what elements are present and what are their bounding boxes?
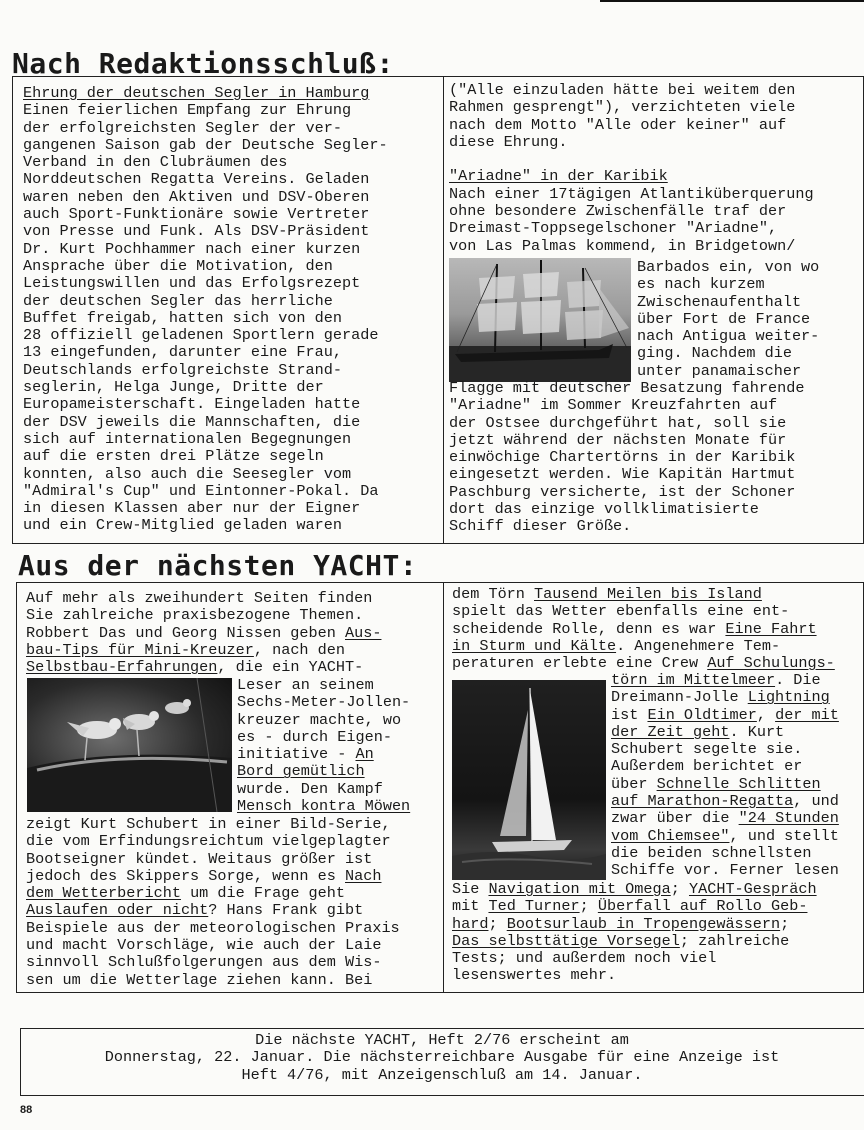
schooner-photo	[449, 258, 631, 382]
text-line	[26, 816, 400, 833]
text-line	[452, 967, 817, 984]
text-run: 28 offiziell geladenen Sportlern gerade	[23, 326, 379, 345]
text-run: lesenswertes mehr.	[452, 966, 617, 985]
preview-left-top	[26, 590, 381, 676]
text-run: ("Alle einzuladen hätte bei weitem den	[449, 81, 796, 99]
underlined-title: An	[355, 745, 374, 764]
text-line	[23, 414, 388, 431]
text-line	[23, 258, 388, 275]
text-run: diese Ehrung.	[449, 132, 568, 151]
text-line	[611, 828, 839, 845]
text-line	[452, 586, 835, 603]
text-line	[452, 898, 817, 915]
preview-right-top	[452, 586, 835, 672]
text-line	[237, 677, 410, 694]
text-line	[452, 621, 835, 638]
text-run: Norddeutschen Regatta Vereins. Geladen	[23, 170, 370, 189]
column-divider	[443, 77, 444, 543]
text-run: ,	[756, 705, 776, 724]
text-line	[237, 746, 410, 763]
text-line	[26, 590, 381, 607]
text-run: einwöchige Chartertörns in der Karibik	[449, 448, 796, 467]
text-line	[23, 448, 388, 465]
text-run: der deutschen Segler das herrliche	[23, 291, 333, 310]
text-line	[637, 345, 819, 362]
text-run: , nach den	[253, 640, 345, 659]
text-run: mit	[452, 897, 489, 916]
text-run: sen um die Wetterlage ziehen kann. Bei	[26, 970, 373, 989]
text-line	[23, 189, 388, 206]
underlined-title: "24 Stunden	[738, 809, 839, 828]
text-run: Außerdem berichtet er	[611, 757, 803, 776]
text-line	[449, 220, 814, 237]
text-run: 13 eingefunden, darunter eine Frau,	[23, 343, 342, 362]
text-line	[611, 758, 839, 775]
text-run: dort das einzige vollklimatisierte	[449, 500, 759, 519]
text-line	[611, 845, 839, 862]
underlined-title: auf Marathon-Regatta	[611, 792, 794, 811]
text-run: peraturen erlebte eine Crew	[452, 654, 708, 673]
text-line	[452, 916, 817, 933]
text-run: Schiff dieser Größe.	[449, 517, 632, 536]
text-line	[449, 134, 814, 151]
article-ehrung-continued	[449, 82, 814, 255]
text-line	[23, 293, 388, 310]
text-run: Rahmen gesprengt"), verzichteten viele	[449, 98, 796, 117]
underlined-title: Auf Schulungs-	[707, 654, 835, 673]
underlined-title: der Zeit geht	[611, 722, 730, 741]
text-run: wurde. Den Kampf	[237, 779, 383, 798]
underlined-title: Überfall auf Rollo Geb-	[597, 897, 808, 916]
text-line	[26, 937, 400, 954]
text-run: jetzt während der nächsten Monate für	[449, 430, 787, 449]
announcement-line: Donnerstag, 22. Januar. Die nächsterreichbare Ausgabe für eine Anzeige ist	[104, 1048, 780, 1067]
text-run: Dreimast-Toppsegelschoner "Ariadne",	[449, 219, 778, 238]
text-run: Ansprache über die Motivation, den	[23, 256, 333, 275]
text-run: Dr. Kurt Pochhammer nach einer kurzen	[23, 239, 361, 258]
underlined-title: YACHT-Gespräch	[688, 880, 817, 898]
text-run: Sie	[452, 880, 489, 898]
text-line	[611, 724, 839, 741]
text-run: ;	[488, 914, 507, 933]
text-line	[237, 729, 410, 746]
text-run: Dreimann-Jolle	[611, 688, 748, 707]
text-run: Barbados ein, von wo	[637, 258, 820, 276]
text-run: der DSV jeweils die Mannschaften, die	[23, 412, 361, 431]
text-run: . Angenehmere Tem-	[616, 636, 781, 655]
text-line	[637, 276, 819, 293]
text-run: auf die ersten drei Plätze segeln	[23, 447, 324, 466]
text-run: und ein Crew-Mitglied geladen waren	[23, 516, 342, 535]
text-run: Robbert Das und Georg Nissen geben	[26, 623, 345, 642]
text-run: eingesetzt werden. Wie Kapitän Hartmut	[449, 465, 796, 484]
text-run: ;	[670, 880, 689, 898]
text-run: spielt das Wetter ebenfalls eine ent-	[452, 602, 790, 621]
text-run: dem Törn	[452, 585, 535, 603]
text-line	[23, 379, 388, 396]
text-run: es nach kurzem	[637, 275, 765, 294]
text-run: die beiden schnellsten	[611, 843, 812, 862]
text-line	[23, 362, 388, 379]
text-run: nach Antigua weiter-	[637, 327, 820, 346]
text-line	[452, 881, 817, 898]
text-run: ; zahlreiche	[679, 931, 790, 950]
page-number: 88	[20, 1104, 33, 1116]
text-run: Paschburg versicherte, ist der Schoner	[449, 482, 796, 501]
text-run: Bootseigner kündet. Weitaus größer ist	[26, 849, 373, 868]
text-run: ohne besondere Zwischenfälle traf der	[449, 202, 787, 221]
text-run: Buffet freigab, hatten sich von den	[23, 308, 342, 327]
text-run: Nach einer 17tägigen Atlantiküberquerung	[449, 184, 814, 203]
underlined-title: Nach	[345, 866, 382, 885]
text-line	[452, 638, 835, 655]
text-line	[26, 851, 400, 868]
underlined-title: "Ariadne" in der Karibik	[449, 167, 668, 186]
preview-right-wrap	[611, 672, 839, 880]
text-line	[637, 294, 819, 311]
text-line	[449, 484, 804, 501]
text-line	[26, 902, 400, 919]
text-line	[637, 363, 819, 380]
underlined-title: Bord gemütlich	[237, 762, 365, 781]
text-line	[449, 82, 814, 99]
text-line	[449, 151, 814, 168]
text-run: es - durch Eigen-	[237, 727, 392, 746]
underlined-title: Mensch kontra Möwen	[237, 797, 411, 816]
announcement-line: Die nächste YACHT, Heft 2/76 erscheint am	[255, 1031, 629, 1049]
text-run: Flagge mit deutscher Besatzung fahrende	[449, 379, 805, 397]
article-ehrung	[23, 85, 388, 535]
text-run: und macht Vorschläge, wie auch der Laie	[26, 936, 382, 955]
text-run: Europameisterschaft. Eingeladen hatte	[23, 395, 361, 414]
text-line	[26, 607, 381, 624]
text-line	[449, 186, 814, 203]
text-line	[26, 642, 381, 659]
underlined-title: vom Chiemsee"	[611, 826, 730, 845]
text-run: Auf mehr als zweihundert Seiten finden	[26, 589, 373, 607]
text-line	[449, 117, 814, 134]
text-run: der Ostsee durchgeführt hat, soll sie	[449, 413, 787, 432]
text-line	[449, 99, 814, 116]
text-line	[611, 810, 839, 827]
text-line	[26, 954, 400, 971]
underlined-title: törn im Mittelmeer	[611, 671, 776, 689]
text-line	[611, 793, 839, 810]
section-heading-redaktionsschluss: Nach Redaktionsschluß:	[12, 47, 394, 80]
section-heading-naechste-yacht: Aus der nächsten YACHT:	[18, 549, 418, 582]
text-line	[449, 432, 804, 449]
underlined-title: dem Wetterbericht	[26, 884, 181, 903]
text-run: unter panamaischer	[637, 361, 802, 380]
text-run: ? Hans Frank gibt	[208, 901, 364, 920]
announcement-line: Heft 4/76, mit Anzeigenschluß am 14. Januar.	[241, 1065, 643, 1084]
text-line	[26, 885, 400, 902]
text-line	[26, 833, 400, 850]
text-line	[23, 154, 388, 171]
underlined-title: Ehrung der deutschen Segler in Hamburg	[23, 84, 370, 102]
text-run: Sechs-Meter-Jollen-	[237, 693, 411, 712]
text-line	[23, 85, 388, 102]
underlined-title: Ted Turner	[488, 897, 580, 916]
text-run: Zwischenaufenthalt	[637, 292, 802, 311]
text-line	[449, 203, 814, 220]
text-line	[611, 776, 839, 793]
text-run: Leser an seinem	[237, 676, 374, 694]
text-line	[23, 517, 388, 534]
underlined-title: hard	[452, 914, 489, 933]
text-line	[449, 518, 804, 535]
announcement-text	[20, 1032, 864, 1084]
text-run: die vom Erfindungsreichtum vielgeplagter	[26, 832, 391, 851]
text-line	[26, 625, 381, 642]
underlined-title: Selbstbau-Erfahrungen	[26, 658, 218, 677]
text-run: Schiffe vor. Ferner lesen	[611, 861, 839, 880]
text-line	[23, 275, 388, 292]
text-line	[452, 603, 835, 620]
text-run: Sie zahlreiche praxisbezogene Themen.	[26, 606, 364, 625]
text-run: der erfolgreichsten Segler der ver-	[23, 118, 342, 137]
text-line	[611, 672, 839, 689]
preview-left-wrap	[237, 677, 410, 815]
underlined-title: Aus-	[345, 623, 382, 642]
text-line	[23, 500, 388, 517]
text-run: sich auf internationalen Begegnungen	[23, 429, 352, 448]
text-line	[23, 206, 388, 223]
text-line	[637, 328, 819, 345]
text-line	[23, 120, 388, 137]
text-run: ;	[780, 914, 790, 933]
text-line	[237, 712, 410, 729]
text-run: Beispiele aus der meteorologischen Praxis	[26, 918, 400, 937]
text-run: seglerin, Helga Junge, Dritte der	[23, 378, 324, 397]
text-line	[23, 241, 388, 258]
text-run: gangenen Saison gab der Deutsche Segler-	[23, 135, 388, 154]
text-run: Deutschlands erfolgreichste Strand-	[23, 360, 342, 379]
text-run: Verband in den Clubräumen des	[23, 153, 288, 172]
text-line	[23, 223, 388, 240]
text-run: Tests; und außerdem noch viel	[452, 949, 717, 968]
text-line	[237, 798, 410, 815]
text-line	[449, 449, 804, 466]
text-run: , und stellt	[729, 826, 839, 845]
text-line	[23, 327, 388, 344]
text-run: kreuzer machte, wo	[237, 710, 402, 729]
column-divider	[443, 583, 444, 992]
text-line	[449, 466, 804, 483]
text-run: nach dem Motto "Alle oder keiner" auf	[449, 115, 787, 134]
article-ariadne-wrap	[637, 259, 819, 380]
underlined-title: Auslaufen oder nicht	[26, 901, 209, 920]
text-line	[449, 380, 804, 397]
text-run: Einen feierlichen Empfang zur Ehrung	[23, 101, 352, 120]
text-run: auch Sport-Funktionäre sowie Vertreter	[23, 205, 370, 224]
seagulls-photo	[27, 678, 232, 812]
text-line	[23, 344, 388, 361]
text-run: sinnvoll Schlußfolgerungen aus dem Wis-	[26, 953, 382, 972]
text-run: waren neben den Aktiven und DSV-Oberen	[23, 187, 370, 206]
text-run: "Ariadne" im Sommer Kreuzfahrten auf	[449, 396, 778, 415]
text-run: ;	[579, 897, 598, 916]
text-line	[23, 396, 388, 413]
sailboat-photo	[452, 680, 606, 880]
text-run: . Kurt	[729, 722, 785, 741]
underlined-title: der mit	[775, 705, 839, 724]
underlined-title: Navigation mit Omega	[488, 880, 671, 898]
text-line	[23, 171, 388, 188]
article-ariadne	[449, 380, 804, 536]
text-line	[449, 168, 814, 185]
text-line	[237, 694, 410, 711]
underlined-title: Ein Oldtimer	[647, 705, 757, 724]
text-line	[611, 707, 839, 724]
text-line	[23, 102, 388, 119]
text-run: scheidende Rolle, denn es war	[452, 619, 726, 638]
text-line	[26, 972, 400, 989]
text-line	[449, 415, 804, 432]
text-run: , die ein YACHT-	[217, 658, 364, 677]
text-line	[26, 659, 381, 676]
text-line	[26, 868, 400, 885]
text-line	[449, 501, 804, 518]
text-run: , und	[793, 792, 839, 811]
text-line	[611, 862, 839, 879]
underlined-title: Tausend Meilen bis Island	[534, 585, 762, 603]
text-run: Schubert segelte sie.	[611, 740, 803, 759]
text-line	[611, 689, 839, 706]
text-run: ist	[611, 705, 648, 724]
text-run: jedoch des Skippers Sorge, wenn es	[26, 866, 345, 885]
text-run: zeigt Kurt Schubert in einer Bild-Serie,	[26, 815, 391, 833]
text-run: zwar über die	[611, 809, 739, 828]
text-line	[452, 950, 817, 967]
underlined-title: in Sturm und Kälte	[452, 636, 617, 655]
underlined-title: Eine Fahrt	[725, 619, 817, 638]
text-run: ging. Nachdem die	[637, 344, 792, 363]
text-line	[237, 781, 410, 798]
text-line	[23, 466, 388, 483]
text-run: über Fort de France	[637, 309, 811, 328]
text-run: von Presse und Funk. Als DSV-Präsident	[23, 222, 370, 241]
preview-left-bottom	[26, 816, 400, 989]
top-rule	[600, 0, 864, 2]
text-line	[637, 311, 819, 328]
text-run: . Die	[775, 671, 821, 689]
text-run: über	[611, 774, 657, 793]
text-line	[237, 763, 410, 780]
text-line	[611, 741, 839, 758]
preview-right-bottom	[452, 881, 817, 985]
underlined-title: bau-Tips für Mini-Kreuzer	[26, 640, 254, 659]
text-run: initiative -	[237, 745, 356, 764]
text-line	[23, 310, 388, 327]
text-run: um die Frage geht	[180, 884, 346, 903]
underlined-title: Bootsurlaub in Tropengewässern	[506, 914, 781, 933]
underlined-title: Lightning	[747, 688, 830, 707]
text-run: Leistungswillen und das Erfolgsrezept	[23, 274, 361, 293]
text-line	[449, 238, 814, 255]
text-line	[452, 933, 817, 950]
text-line	[637, 259, 819, 276]
text-line	[452, 655, 835, 672]
text-run: "Admiral's Cup" und Eintonner-Pokal. Da	[23, 481, 379, 500]
text-run: von Las Palmas kommend, in Bridgetown/	[449, 236, 796, 255]
underlined-title: Das selbsttätige Vorsegel	[452, 931, 680, 950]
text-run: in diesen Klassen aber nur der Eigner	[23, 499, 361, 518]
text-line	[23, 431, 388, 448]
text-line	[449, 397, 804, 414]
underlined-title: Schnelle Schlitten	[656, 774, 821, 793]
text-line	[23, 137, 388, 154]
text-run: konnten, also auch die Seesegler vom	[23, 464, 352, 483]
text-line	[26, 920, 400, 937]
text-line	[23, 483, 388, 500]
